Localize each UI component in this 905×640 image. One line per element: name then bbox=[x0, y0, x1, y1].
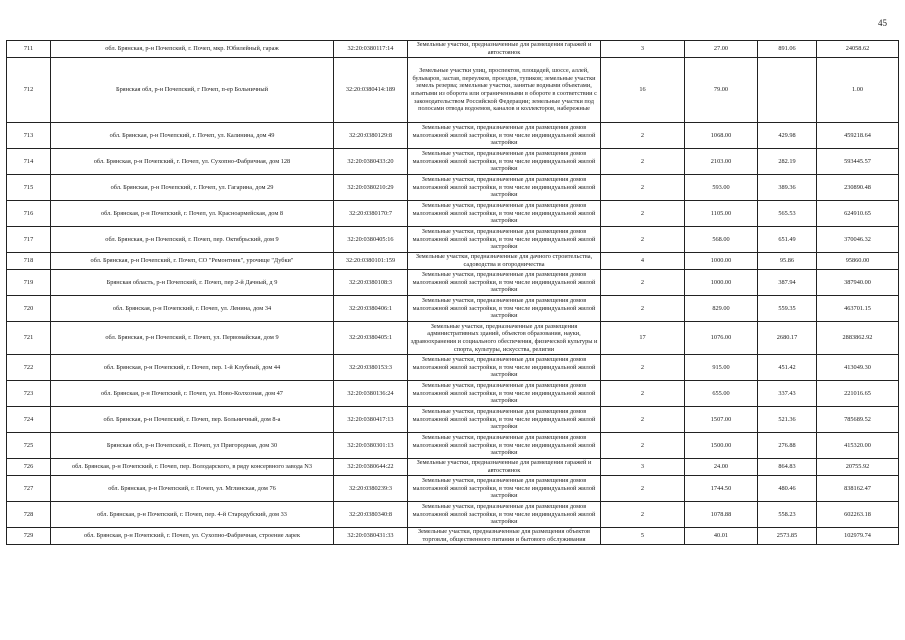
cadastral-value-cell: 785689.52 bbox=[817, 407, 899, 433]
land-use-cell: Земельные участки, предназначенные для размещения домов малоэтажной жилой застройки, в том числе индивидуальной жилой застройки bbox=[408, 175, 601, 201]
specific-value-cell bbox=[758, 58, 817, 123]
cadastral-value-cell: 838162.47 bbox=[817, 476, 899, 502]
table-row bbox=[7, 253, 899, 270]
cadastral-value-cell: 24058.62 bbox=[817, 41, 899, 58]
address-cell: обл. Брянская, р-н Почепский, г. Почеп, ул. Сухопно-Фабричная, строение ларек bbox=[51, 528, 334, 545]
address-cell: обл. Брянская, р-н Почепский, г. Почеп, СО "Ремонтник", урочище "Дубки" bbox=[51, 253, 334, 270]
row-number-cell: 725 bbox=[7, 433, 51, 459]
land-use-cell: Земельные участки, предназначенные для размещения домов малоэтажной жилой застройки, в том числе индивидуальной жилой застройки bbox=[408, 201, 601, 227]
area-cell: 1068.00 bbox=[685, 123, 758, 149]
table-row bbox=[7, 201, 899, 227]
table-row bbox=[7, 123, 899, 149]
specific-value-cell: 651.49 bbox=[758, 227, 817, 253]
table-row bbox=[7, 407, 899, 433]
table-row bbox=[7, 502, 899, 528]
area-cell: 24.00 bbox=[685, 459, 758, 476]
land-use-cell: Земельные участки, предназначенные для размещения домов малоэтажной жилой застройки, в том числе индивидуальной жилой застройки bbox=[408, 227, 601, 253]
cadastral-number-cell: 32:20:0380405:1 bbox=[334, 322, 408, 355]
area-cell: 1105.00 bbox=[685, 201, 758, 227]
specific-value-cell: 2680.17 bbox=[758, 322, 817, 355]
table-row bbox=[7, 270, 899, 296]
cadastral-number-cell: 32:20:0380239:3 bbox=[334, 476, 408, 502]
row-number-cell: 715 bbox=[7, 175, 51, 201]
cadastral-value-cell: 463701.15 bbox=[817, 296, 899, 322]
group-code-cell: 2 bbox=[601, 502, 685, 528]
specific-value-cell: 429.98 bbox=[758, 123, 817, 149]
row-number-cell: 712 bbox=[7, 58, 51, 123]
specific-value-cell: 282.19 bbox=[758, 149, 817, 175]
land-use-cell: Земельные участки, предназначенные для размещения домов малоэтажной жилой застройки, в том числе индивидуальной жилой застройки bbox=[408, 381, 601, 407]
cadastral-value-cell: 102979.74 bbox=[817, 528, 899, 545]
cadastral-number-cell: 32:20:0380101:159 bbox=[334, 253, 408, 270]
cadastral-number-cell: 32:20:0380301:13 bbox=[334, 433, 408, 459]
cadastral-number-cell: 32:20:0380129:8 bbox=[334, 123, 408, 149]
row-number-cell: 711 bbox=[7, 41, 51, 58]
land-use-cell: Земельные участки, предназначенные для размещения домов малоэтажной жилой застройки, в том числе индивидуальной жилой застройки bbox=[408, 149, 601, 175]
cadastral-value-cell: 221016.65 bbox=[817, 381, 899, 407]
row-number-cell: 728 bbox=[7, 502, 51, 528]
address-cell: обл. Брянская, р-н Почепский, г. Почеп, ул. Ленина, дом 34 bbox=[51, 296, 334, 322]
cadastral-value-cell: 593445.57 bbox=[817, 149, 899, 175]
cadastral-number-cell: 32:20:0380117:14 bbox=[334, 41, 408, 58]
area-cell: 1078.88 bbox=[685, 502, 758, 528]
table-row bbox=[7, 227, 899, 253]
land-use-cell: Земельные участки, предназначенные для размещения домов малоэтажной жилой застройки, в том числе индивидуальной жилой застройки bbox=[408, 123, 601, 149]
row-number-cell: 729 bbox=[7, 528, 51, 545]
cadastral-number-cell: 32:20:0380108:3 bbox=[334, 270, 408, 296]
specific-value-cell: 559.35 bbox=[758, 296, 817, 322]
address-cell: обл. Брянская, р-н Почепский, г. Почеп, ул. Первомайская, дом 9 bbox=[51, 322, 334, 355]
group-code-cell: 2 bbox=[601, 201, 685, 227]
row-number-cell: 717 bbox=[7, 227, 51, 253]
cadastral-value-cell: 387940.00 bbox=[817, 270, 899, 296]
cadastral-value-cell: 95860.00 bbox=[817, 253, 899, 270]
specific-value-cell: 891.06 bbox=[758, 41, 817, 58]
area-cell: 1744.50 bbox=[685, 476, 758, 502]
land-use-cell: Земельные участки, предназначенные для размещения домов малоэтажной жилой застройки, в том числе индивидуальной жилой застройки bbox=[408, 270, 601, 296]
table-row bbox=[7, 381, 899, 407]
land-use-cell: Земельные участки, предназначенные для дачного строительства, садоводства и огородничества bbox=[408, 253, 601, 270]
area-cell: 2103.00 bbox=[685, 149, 758, 175]
group-code-cell: 4 bbox=[601, 253, 685, 270]
specific-value-cell: 565.53 bbox=[758, 201, 817, 227]
table-row bbox=[7, 355, 899, 381]
cadastral-number-cell: 32:20:0380405:16 bbox=[334, 227, 408, 253]
row-number-cell: 723 bbox=[7, 381, 51, 407]
land-use-cell: Земельные участки, предназначенные для размещения гаражей и автостоянок bbox=[408, 41, 601, 58]
specific-value-cell: 558.23 bbox=[758, 502, 817, 528]
area-cell: 655.00 bbox=[685, 381, 758, 407]
address-cell: Брянская обл, р-н Почепский, г. Почеп, ул Пригородная, дом 30 bbox=[51, 433, 334, 459]
table-row bbox=[7, 476, 899, 502]
cadastral-number-cell: 32:20:0380414:189 bbox=[334, 58, 408, 123]
group-code-cell: 2 bbox=[601, 433, 685, 459]
area-cell: 829.00 bbox=[685, 296, 758, 322]
cadastral-number-cell: 32:20:0380340:8 bbox=[334, 502, 408, 528]
specific-value-cell: 451.42 bbox=[758, 355, 817, 381]
land-use-cell: Земельные участки улиц, проспектов, площадей, шоссе, аллей, бульваров, застав, переулков, проездов, тупиков; земельные участки земель резерва; земельные участки, занятые водными объектами, изъятыми из оборота или ограниченными в обороте в соответствии с законодательством Российской Федерации; земельные участки под полосами отвода водоемов, каналов и коллекторов, набережные bbox=[408, 58, 601, 123]
cadastral-value-cell: 602263.18 bbox=[817, 502, 899, 528]
cadastral-number-cell: 32:20:0380431:33 bbox=[334, 528, 408, 545]
area-cell: 1000.00 bbox=[685, 270, 758, 296]
cadastral-value-cell: 413049.30 bbox=[817, 355, 899, 381]
specific-value-cell: 337.43 bbox=[758, 381, 817, 407]
specific-value-cell: 521.36 bbox=[758, 407, 817, 433]
area-cell: 1076.00 bbox=[685, 322, 758, 355]
table-row bbox=[7, 322, 899, 355]
group-code-cell: 2 bbox=[601, 407, 685, 433]
specific-value-cell: 389.36 bbox=[758, 175, 817, 201]
cadastral-value-table bbox=[6, 40, 899, 545]
row-number-cell: 719 bbox=[7, 270, 51, 296]
group-code-cell: 2 bbox=[601, 296, 685, 322]
area-cell: 915.00 bbox=[685, 355, 758, 381]
table-row bbox=[7, 41, 899, 58]
table-body bbox=[7, 41, 899, 545]
address-cell: Брянская обл, р-н Почепский, г Почеп, п-ер Больничный bbox=[51, 58, 334, 123]
group-code-cell: 5 bbox=[601, 528, 685, 545]
row-number-cell: 720 bbox=[7, 296, 51, 322]
cadastral-number-cell: 32:20:0380406:1 bbox=[334, 296, 408, 322]
address-cell: обл. Брянская, р-н Почепский, г. Почеп, ул. Калинина, дом 49 bbox=[51, 123, 334, 149]
group-code-cell: 2 bbox=[601, 270, 685, 296]
cadastral-number-cell: 32:20:0380170:7 bbox=[334, 201, 408, 227]
area-cell: 1507.00 bbox=[685, 407, 758, 433]
row-number-cell: 718 bbox=[7, 253, 51, 270]
group-code-cell: 17 bbox=[601, 322, 685, 355]
land-use-cell: Земельные участки, предназначенные для размещения домов малоэтажной жилой застройки, в том числе индивидуальной жилой застройки bbox=[408, 502, 601, 528]
table-row bbox=[7, 175, 899, 201]
cadastral-value-cell: 230890.48 bbox=[817, 175, 899, 201]
specific-value-cell: 387.94 bbox=[758, 270, 817, 296]
group-code-cell: 2 bbox=[601, 476, 685, 502]
page-number: 45 bbox=[878, 18, 887, 28]
area-cell: 40.01 bbox=[685, 528, 758, 545]
area-cell: 568.00 bbox=[685, 227, 758, 253]
area-cell: 27.00 bbox=[685, 41, 758, 58]
address-cell: обл. Брянская, р-н Почепский, г. Почеп, ул. Красноармейская, дом 8 bbox=[51, 201, 334, 227]
row-number-cell: 724 bbox=[7, 407, 51, 433]
address-cell: обл. Брянская, р-н Почепский, г. Почеп, пер. Октябрьский, дом 9 bbox=[51, 227, 334, 253]
table-row bbox=[7, 459, 899, 476]
address-cell: обл. Брянская, р-н Почепский, г. Почеп, ул. Ново-Колхозная, дом 47 bbox=[51, 381, 334, 407]
cadastral-number-cell: 32:20:0380644:22 bbox=[334, 459, 408, 476]
group-code-cell: 2 bbox=[601, 123, 685, 149]
land-use-cell: Земельные участки, предназначенные для размещения объектов торговли, общественного питания и бытового обслуживания bbox=[408, 528, 601, 545]
area-cell: 1500.00 bbox=[685, 433, 758, 459]
specific-value-cell: 480.46 bbox=[758, 476, 817, 502]
land-use-cell: Земельные участки, предназначенные для размещения домов малоэтажной жилой застройки, в том числе индивидуальной жилой застройки bbox=[408, 355, 601, 381]
table-row bbox=[7, 296, 899, 322]
address-cell: обл. Брянская, р-н Почепский, г. Почеп, пер. Больничный, дом 8-а bbox=[51, 407, 334, 433]
group-code-cell: 2 bbox=[601, 175, 685, 201]
cadastral-number-cell: 32:20:0380210:29 bbox=[334, 175, 408, 201]
land-use-cell: Земельные участки, предназначенные для размещения гаражей и автостоянок bbox=[408, 459, 601, 476]
group-code-cell: 2 bbox=[601, 149, 685, 175]
address-cell: обл. Брянская, р-н Почепский, г. Почеп, ул. Сухопно-Фабричная, дом 128 bbox=[51, 149, 334, 175]
specific-value-cell: 2573.85 bbox=[758, 528, 817, 545]
land-use-cell: Земельные участки, предназначенные для размещения административных зданий, объектов образования, науки, здравоохранения и социального обеспечения, физической культуры и спорта, культуры, искусства, религии bbox=[408, 322, 601, 355]
cadastral-value-cell: 2883862.92 bbox=[817, 322, 899, 355]
specific-value-cell: 864.83 bbox=[758, 459, 817, 476]
cadastral-number-cell: 32:20:0380433:20 bbox=[334, 149, 408, 175]
row-number-cell: 722 bbox=[7, 355, 51, 381]
group-code-cell: 2 bbox=[601, 227, 685, 253]
address-cell: обл. Брянская, р-н Почепский, г. Почеп, мкр. Юбилейный, гараж bbox=[51, 41, 334, 58]
table-row bbox=[7, 528, 899, 545]
address-cell: обл. Брянская, р-н Почепский, г. Почеп, пер. 1-й Клубный, дом 44 bbox=[51, 355, 334, 381]
cadastral-value-cell: 1.00 bbox=[817, 58, 899, 123]
cadastral-number-cell: 32:20:0380153:3 bbox=[334, 355, 408, 381]
cadastral-value-cell: 370046.32 bbox=[817, 227, 899, 253]
specific-value-cell: 95.86 bbox=[758, 253, 817, 270]
table-row bbox=[7, 149, 899, 175]
group-code-cell: 2 bbox=[601, 381, 685, 407]
table-row bbox=[7, 433, 899, 459]
group-code-cell: 3 bbox=[601, 41, 685, 58]
row-number-cell: 726 bbox=[7, 459, 51, 476]
land-use-cell: Земельные участки, предназначенные для размещения домов малоэтажной жилой застройки, в том числе индивидуальной жилой застройки bbox=[408, 476, 601, 502]
row-number-cell: 713 bbox=[7, 123, 51, 149]
group-code-cell: 3 bbox=[601, 459, 685, 476]
area-cell: 593.00 bbox=[685, 175, 758, 201]
row-number-cell: 721 bbox=[7, 322, 51, 355]
land-use-cell: Земельные участки, предназначенные для размещения домов малоэтажной жилой застройки, в том числе индивидуальной жилой застройки bbox=[408, 407, 601, 433]
specific-value-cell: 276.88 bbox=[758, 433, 817, 459]
cadastral-value-cell: 624910.65 bbox=[817, 201, 899, 227]
address-cell: обл. Брянская, р-н Почепский, г. Почеп, пер. Володарского, в ряду консервного завода N3 bbox=[51, 459, 334, 476]
row-number-cell: 727 bbox=[7, 476, 51, 502]
area-cell: 1000.00 bbox=[685, 253, 758, 270]
row-number-cell: 716 bbox=[7, 201, 51, 227]
table-row bbox=[7, 58, 899, 123]
cadastral-value-cell: 20755.92 bbox=[817, 459, 899, 476]
area-cell: 79.00 bbox=[685, 58, 758, 123]
address-cell: обл. Брянская, р-н Почепский, г. Почеп, ул. Гагарина, дом 29 bbox=[51, 175, 334, 201]
address-cell: обл. Брянская, р-н Почепский, г. Почеп, пер. 4-й Стародубский, дом 33 bbox=[51, 502, 334, 528]
cadastral-value-cell: 415320.00 bbox=[817, 433, 899, 459]
land-use-cell: Земельные участки, предназначенные для размещения домов малоэтажной жилой застройки, в том числе индивидуальной жилой застройки bbox=[408, 433, 601, 459]
address-cell: Брянская область, р-н Почепский, г. Почеп, пер 2-й Дачный, д 9 bbox=[51, 270, 334, 296]
land-use-cell: Земельные участки, предназначенные для размещения домов малоэтажной жилой застройки, в том числе индивидуальной жилой застройки bbox=[408, 296, 601, 322]
row-number-cell: 714 bbox=[7, 149, 51, 175]
group-code-cell: 16 bbox=[601, 58, 685, 123]
cadastral-number-cell: 32:20:0380136:24 bbox=[334, 381, 408, 407]
address-cell: обл. Брянская, р-н Почепский, г. Почеп, ул. Мглинская, дом 76 bbox=[51, 476, 334, 502]
group-code-cell: 2 bbox=[601, 355, 685, 381]
cadastral-number-cell: 32:20:0380417:13 bbox=[334, 407, 408, 433]
cadastral-value-cell: 459218.64 bbox=[817, 123, 899, 149]
